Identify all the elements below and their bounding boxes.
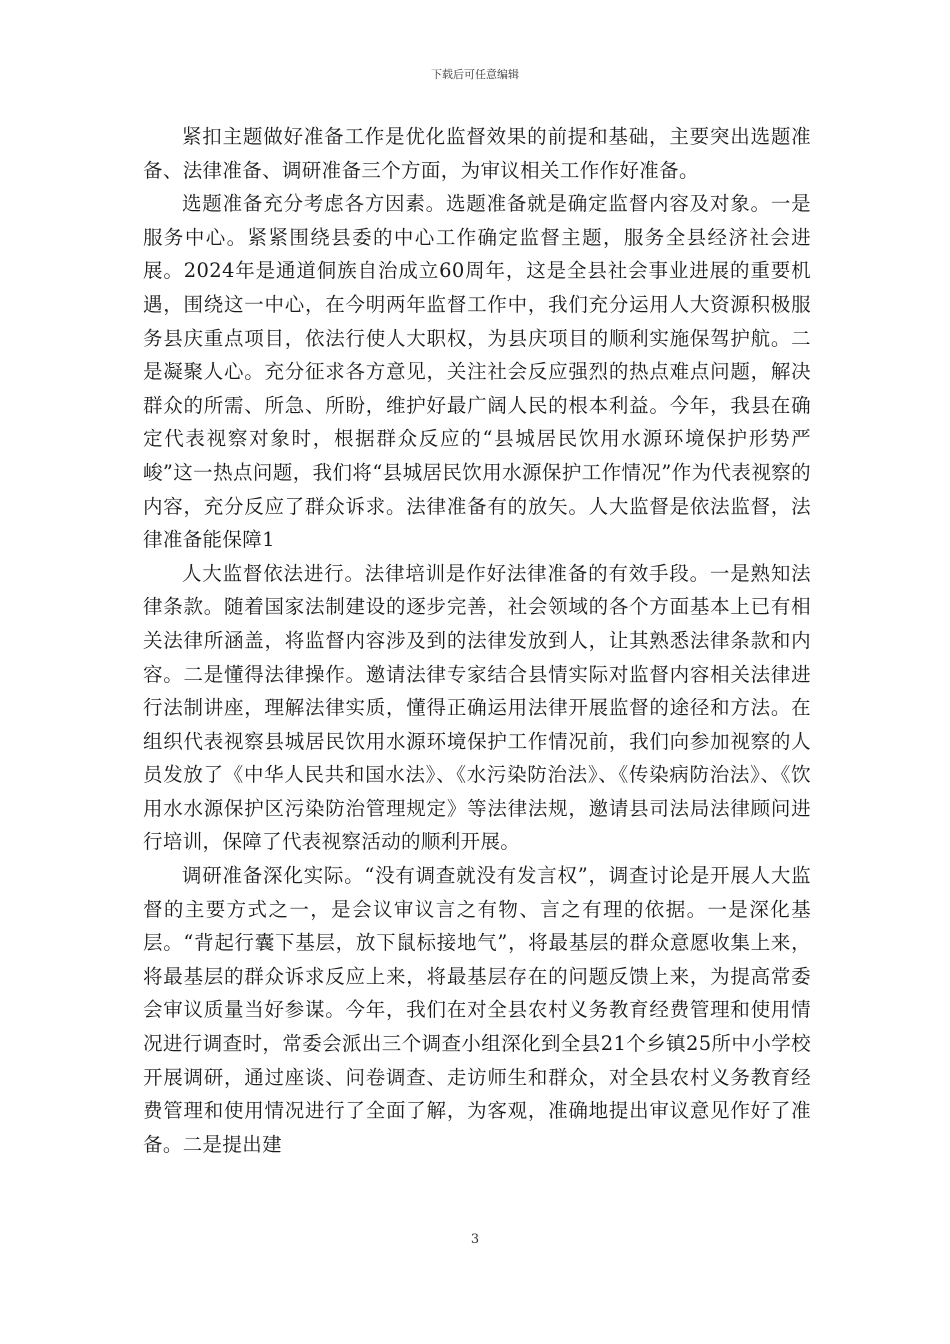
paragraph: 调研准备深化实际。“没有调查就没有发言权”，调查讨论是开展人大监督的主要方式之一，是会议审议言之有物、言之有理的依据。一是深化基层。“背起行囊下基层，放下鼠标接地气”，将最基层的群众意愿收集上来，将最基层的群众诉求反应上来，将最基层存在的问题反馈上来，为提高常委会审议质量当好参谋。今年，我们在对全县农村义务教育经费管理和使用情况进行调查时，常委会派出三个调查小组深化到全县21个乡镇25所中小学校开展调研，通过座谈、问卷调查、走访师生和群众，对全县农村义务教育经费管理和使用情况进行了全面了解，为客观，准确地提出审议意见作好了准备。二是提出建 xyxy=(143,864,811,1156)
document-body xyxy=(143,120,811,1161)
page-number: 3 xyxy=(470,1232,480,1247)
paragraph: 人大监督依法进行。法律培训是作好法律准备的有效手段。一是熟知法律条款。随着国家法制建设的逐步完善，社会领域的各个方面基本上已有相关法律所涵盖，将监督内容涉及到的法律发放到人，让其熟悉法律条款和内容。二是懂得法律操作。邀请法律专家结合县情实际对监督内容相关法律进行法制讲座，理解法律实质，懂得正确运用法律开展监督的途径和方法。在组织代表视察县城居民饮用水源环境保护工作情况前，我们向参加视察的人员发放了《中华人民共和国水法》、《水污染防治法》、《传染病防治法》、《饮用水水源保护区污染防治管理规定》等法律法规，邀请县司法局法律顾问进行培训，保障了代表视察活动的顺利开展。 xyxy=(143,561,811,854)
page-header: 下载后可任意编辑 xyxy=(431,68,519,81)
paragraph: 紧扣主题做好准备工作是优化监督效果的前提和基础，主要突出选题准备、法律准备、调研准备三个方面，为审议相关工作作好准备。 xyxy=(143,125,811,182)
paragraph: 选题准备充分考虑各方因素。选题准备就是确定监督内容及对象。一是服务中心。紧紧围绕县委的中心工作确定监督主题，服务全县经济社会进展。2024年是通道侗族自治成立60周年，这是全县社会事业进展的重要机遇，围绕这一中心，在今明两年监督工作中，我们充分运用人大资源积极服务县庆重点项目，依法行使人大职权，为县庆项目的顺利实施保驾护航。二是凝聚人心。充分征求各方意见，关注社会反应强烈的热点难点问题，解决群众的所需、所急、所盼，维护好最广阔人民的根本利益。今年，我县在确定代表视察对象时，根据群众反应的“县城居民饮用水源环境保护形势严峻”这一热点问题，我们将“县城居民饮用水源保护工作情况”作为代表视察的内容，充分反应了群众诉求。法律准备有的放矢。人大监督是依法监督，法律准备能保障1 xyxy=(143,192,811,552)
